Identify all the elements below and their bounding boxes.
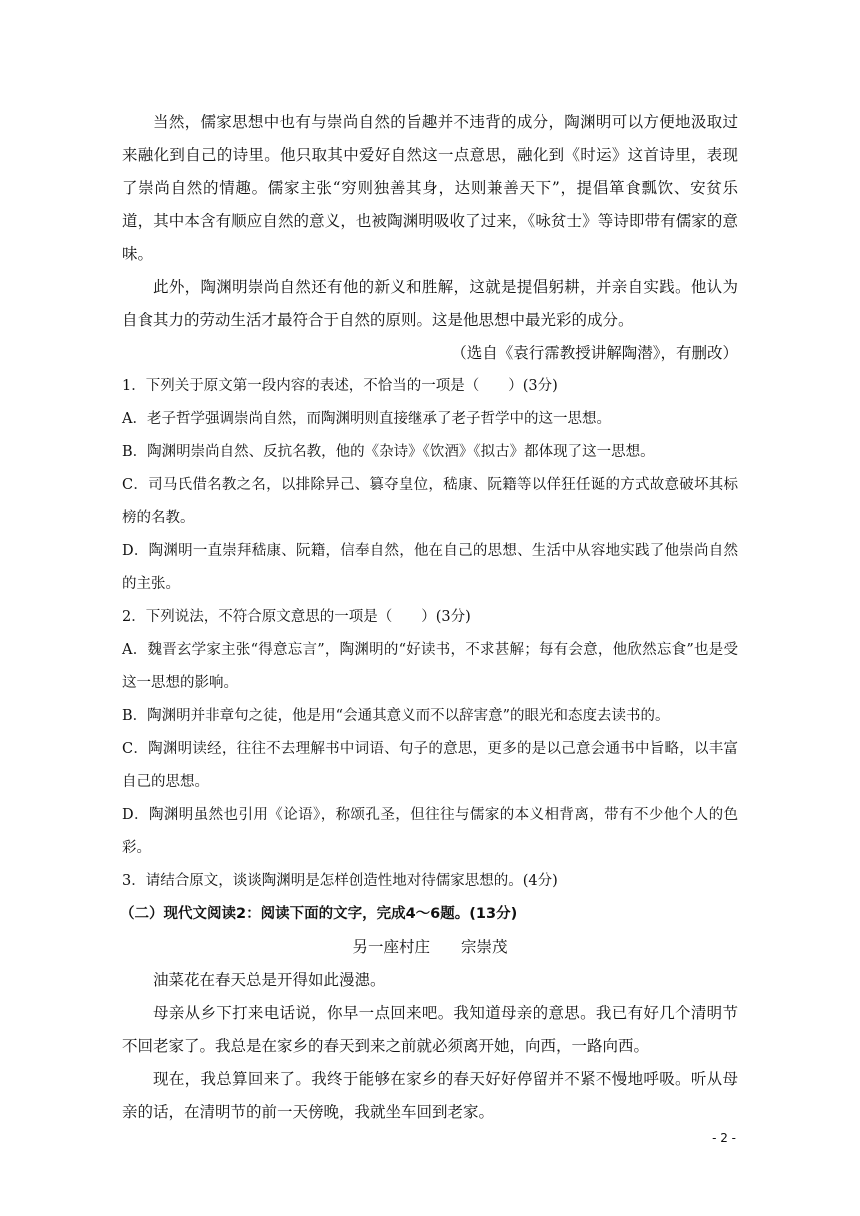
question-option: A．老子哲学强调崇尚自然，而陶渊明则直接继承了老子哲学中的这一思想。 xyxy=(122,411,611,427)
passage-paragraph: 当然，儒家思想中也有与崇尚自然的旨趣并不违背的成分，陶渊明可以方便地汲取过来融化到自己的诗里。他只取其中爱好自然这一点意思，融化到《时运》这首诗里，表现了崇尚自然的情趣。儒家主张“穷则独善其身，达则兼善天下”，提倡箪食瓢饮、安贫乐道，其中本含有顺应自然的意义，也被陶渊明吸收了过来，《咏贫士》等诗即带有儒家的意味。 xyxy=(122,113,738,263)
story-paragraph: 现在，我总算回来了。我终于能够在家乡的春天好好停留并不紧不慢地呼吸。听从母亲的话，在清明节的前一天傍晚，我就坐车回到老家。 xyxy=(122,1070,738,1121)
passage-paragraph: 此外，陶渊明崇尚自然还有他的新义和胜解，这就是提倡躬耕，并亲自实践。他认为自食其力的劳动生活才最符合于自然的原则。这是他思想中最光彩的成分。 xyxy=(122,278,738,329)
story-title: 另一座村庄 宗崇茂 xyxy=(352,938,508,956)
question-option: C．司马氏借名教之名，以排除异己、篡夺皇位，嵇康、阮籍等以佯狂任诞的方式故意破坏其标榜的名教。 xyxy=(122,477,738,526)
question-option: A．魏晋玄学家主张“得意忘言”，陶渊明的“好读书，不求甚解；每有会意，他欣然忘食”也是受这一思想的影响。 xyxy=(122,642,738,691)
question-option: D．陶渊明虽然也引用《论语》，称颂孔圣，但往往与儒家的本义相背离，带有不少他个人的色彩。 xyxy=(122,807,738,856)
story-paragraph: 母亲从乡下打来电话说，你早一点回来吧。我知道母亲的意思。我已有好几个清明节不回老家了。我总是在家乡的春天到来之前就必须离开她，向西，一路向西。 xyxy=(122,1004,738,1055)
section-heading: （二）现代文阅读2：阅读下面的文字，完成4～6题。(13分) xyxy=(120,906,518,922)
question-option: D．陶渊明一直崇拜嵇康、阮籍，信奉自然，他在自己的思想、生活中从容地实践了他崇尚自然的主张。 xyxy=(122,543,738,592)
question-option: B．陶渊明崇尚自然、反抗名教，他的《杂诗》《饮酒》《拟古》都体现了这一思想。 xyxy=(122,444,655,460)
source-citation: （选自《袁行霈教授讲解陶潜》，有删改） xyxy=(451,344,738,362)
question-3 xyxy=(122,865,738,898)
page-number: - 2 - xyxy=(712,1131,736,1145)
question-stem: 2．下列说法，不符合原文意思的一项是（ ）(3分) xyxy=(122,609,471,625)
question-option: C．陶渊明读经，往往不去理解书中词语、句子的意思，更多的是以己意会通书中旨略，以丰富自己的思想。 xyxy=(122,741,738,790)
question-1 xyxy=(122,370,738,601)
question-stem: 3．请结合原文，谈谈陶渊明是怎样创造性地对待儒家思想的。(4分) xyxy=(122,873,558,889)
question-2 xyxy=(122,601,738,865)
question-stem: 1．下列关于原文第一段内容的表述，不恰当的一项是（ ）(3分) xyxy=(122,378,558,394)
page-content xyxy=(122,106,738,1129)
question-option: B．陶渊明并非章句之徒，他是用“会通其意义而不以辞害意”的眼光和态度去读书的。 xyxy=(122,708,670,724)
story-paragraph: 油菜花在春天总是开得如此漫漶。 xyxy=(153,971,386,989)
